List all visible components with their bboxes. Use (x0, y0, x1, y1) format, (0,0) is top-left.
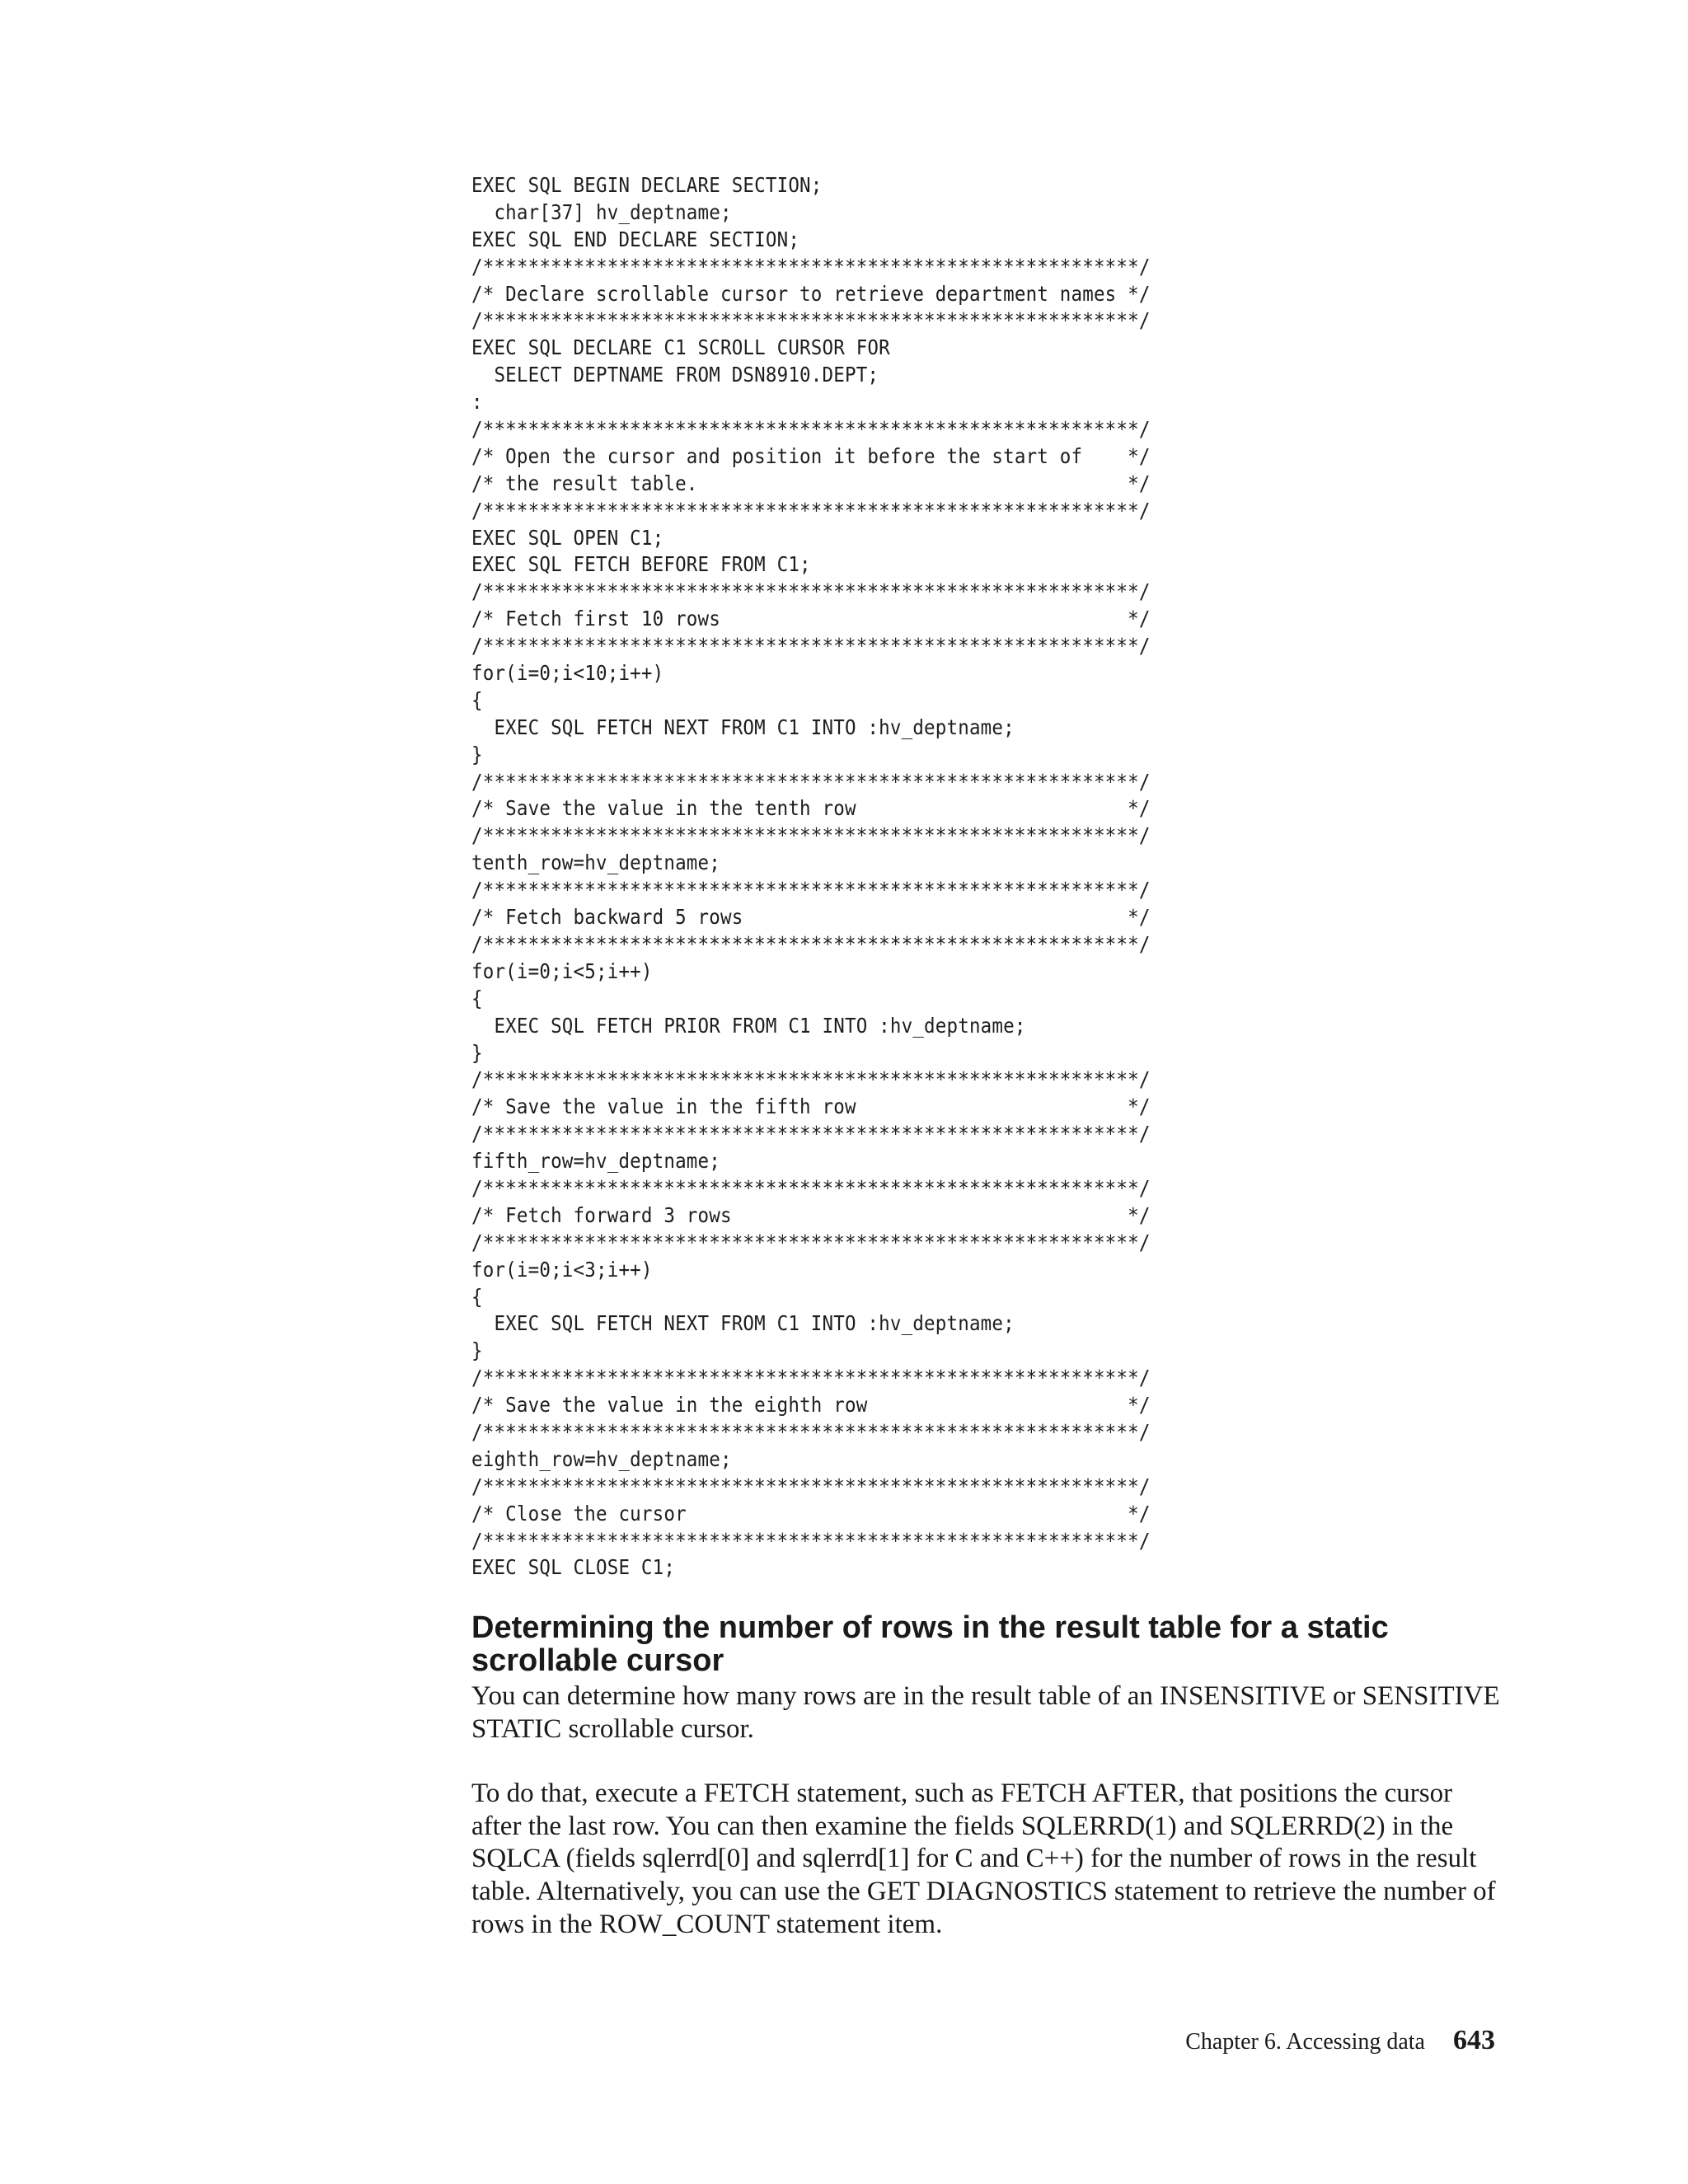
code-line: } (471, 742, 483, 766)
code-line: /**********************************************************/ (471, 254, 1151, 279)
code-line: EXEC SQL FETCH BEFORE FROM C1; (471, 552, 811, 577)
code-line: /**********************************************************/ (471, 498, 1151, 523)
code-example (471, 172, 1151, 1582)
code-line: /* Open the cursor and position it before the start of */ (471, 443, 1151, 468)
code-line: /**********************************************************/ (471, 931, 1151, 956)
code-line: /* Fetch forward 3 rows */ (471, 1202, 1151, 1227)
code-line: /**********************************************************/ (471, 634, 1151, 658)
code-line: /* Declare scrollable cursor to retrieve department names */ (471, 281, 1151, 306)
code-line: : (471, 390, 483, 415)
code-line: char[37] hv_deptname; (471, 199, 732, 224)
code-line: EXEC SQL BEGIN DECLARE SECTION; (471, 173, 823, 197)
code-line: /* Close the cursor */ (471, 1501, 1151, 1526)
code-line: for(i=0;i<10;i++) (471, 661, 664, 686)
code-line: /**********************************************************/ (471, 823, 1151, 848)
code-line: /**********************************************************/ (471, 1474, 1151, 1498)
code-line: } (471, 1040, 483, 1065)
code-line: SELECT DEPTNAME FROM DSN8910.DEPT; (471, 363, 879, 387)
intro-paragraph: You can determine how many rows are in the result table of an INSENSITIVE or SENSITIVE STATIC scrollable cursor. (471, 1681, 1500, 1744)
code-line: /**********************************************************/ (471, 308, 1151, 333)
code-line: { (471, 687, 483, 712)
code-line: { (471, 1284, 483, 1309)
code-line: { (471, 986, 483, 1010)
code-line: } (471, 1338, 483, 1363)
code-line: /**********************************************************/ (471, 1122, 1151, 1146)
page-number: 643 (1453, 2025, 1495, 2055)
code-line: /**********************************************************/ (471, 1067, 1151, 1092)
code-line: eighth_row=hv_deptname; (471, 1446, 732, 1471)
code-line: tenth_row=hv_deptname; (471, 851, 720, 875)
code-line: for(i=0;i<5;i++) (471, 958, 653, 983)
code-line: /**********************************************************/ (471, 417, 1151, 442)
code-line: fifth_row=hv_deptname; (471, 1149, 720, 1174)
explanation-paragraph: To do that, execute a FETCH statement, such as FETCH AFTER, that positions the cursor after the last row. You can then examine the fields SQLERRD(1) and SQLERRD(2) in the SQLCA (fields sqlerrd[0] and sqlerrd[1] for C and C++) for the number of rows in the result table. Alternatively, you can use the GET DIAGNOSTICS statement to retrieve the number of rows in the ROW_COUNT statement item. (471, 1779, 1496, 1939)
code-line: EXEC SQL END DECLARE SECTION; (471, 227, 800, 251)
code-line: /**********************************************************/ (471, 1230, 1151, 1254)
code-line: EXEC SQL FETCH PRIOR FROM C1 INTO :hv_deptname; (471, 1013, 1026, 1038)
code-line: /* Fetch first 10 rows */ (471, 607, 1151, 631)
code-line: /* Save the value in the tenth row */ (471, 796, 1151, 821)
code-line: /**********************************************************/ (471, 1419, 1151, 1444)
code-line: EXEC SQL DECLARE C1 SCROLL CURSOR FOR (471, 335, 890, 360)
section-heading: Determining the number of rows in the result table for a static scrollable cursor (471, 1610, 1389, 1678)
code-line: /* Fetch backward 5 rows */ (471, 905, 1151, 930)
code-line: /**********************************************************/ (471, 579, 1151, 604)
code-line: /**********************************************************/ (471, 1528, 1151, 1553)
code-line: EXEC SQL OPEN C1; (471, 525, 664, 550)
code-line: /**********************************************************/ (471, 1366, 1151, 1390)
code-line: /* Save the value in the eighth row */ (471, 1393, 1151, 1418)
code-line: EXEC SQL FETCH NEXT FROM C1 INTO :hv_deptname; (471, 1311, 1015, 1336)
code-line: /**********************************************************/ (471, 878, 1151, 902)
code-line: for(i=0;i<3;i++) (471, 1257, 653, 1282)
page-footer (1185, 2025, 1495, 2056)
code-line: /* the result table. */ (471, 471, 1151, 495)
footer-chapter-title: Chapter 6. Accessing data (1185, 2029, 1425, 2055)
code-line: /* Save the value in the fifth row */ (471, 1094, 1151, 1119)
code-line: EXEC SQL FETCH NEXT FROM C1 INTO :hv_deptname; (471, 715, 1015, 739)
code-line: /**********************************************************/ (471, 769, 1151, 794)
code-line: /**********************************************************/ (471, 1175, 1151, 1200)
code-line: EXEC SQL CLOSE C1; (471, 1555, 676, 1580)
